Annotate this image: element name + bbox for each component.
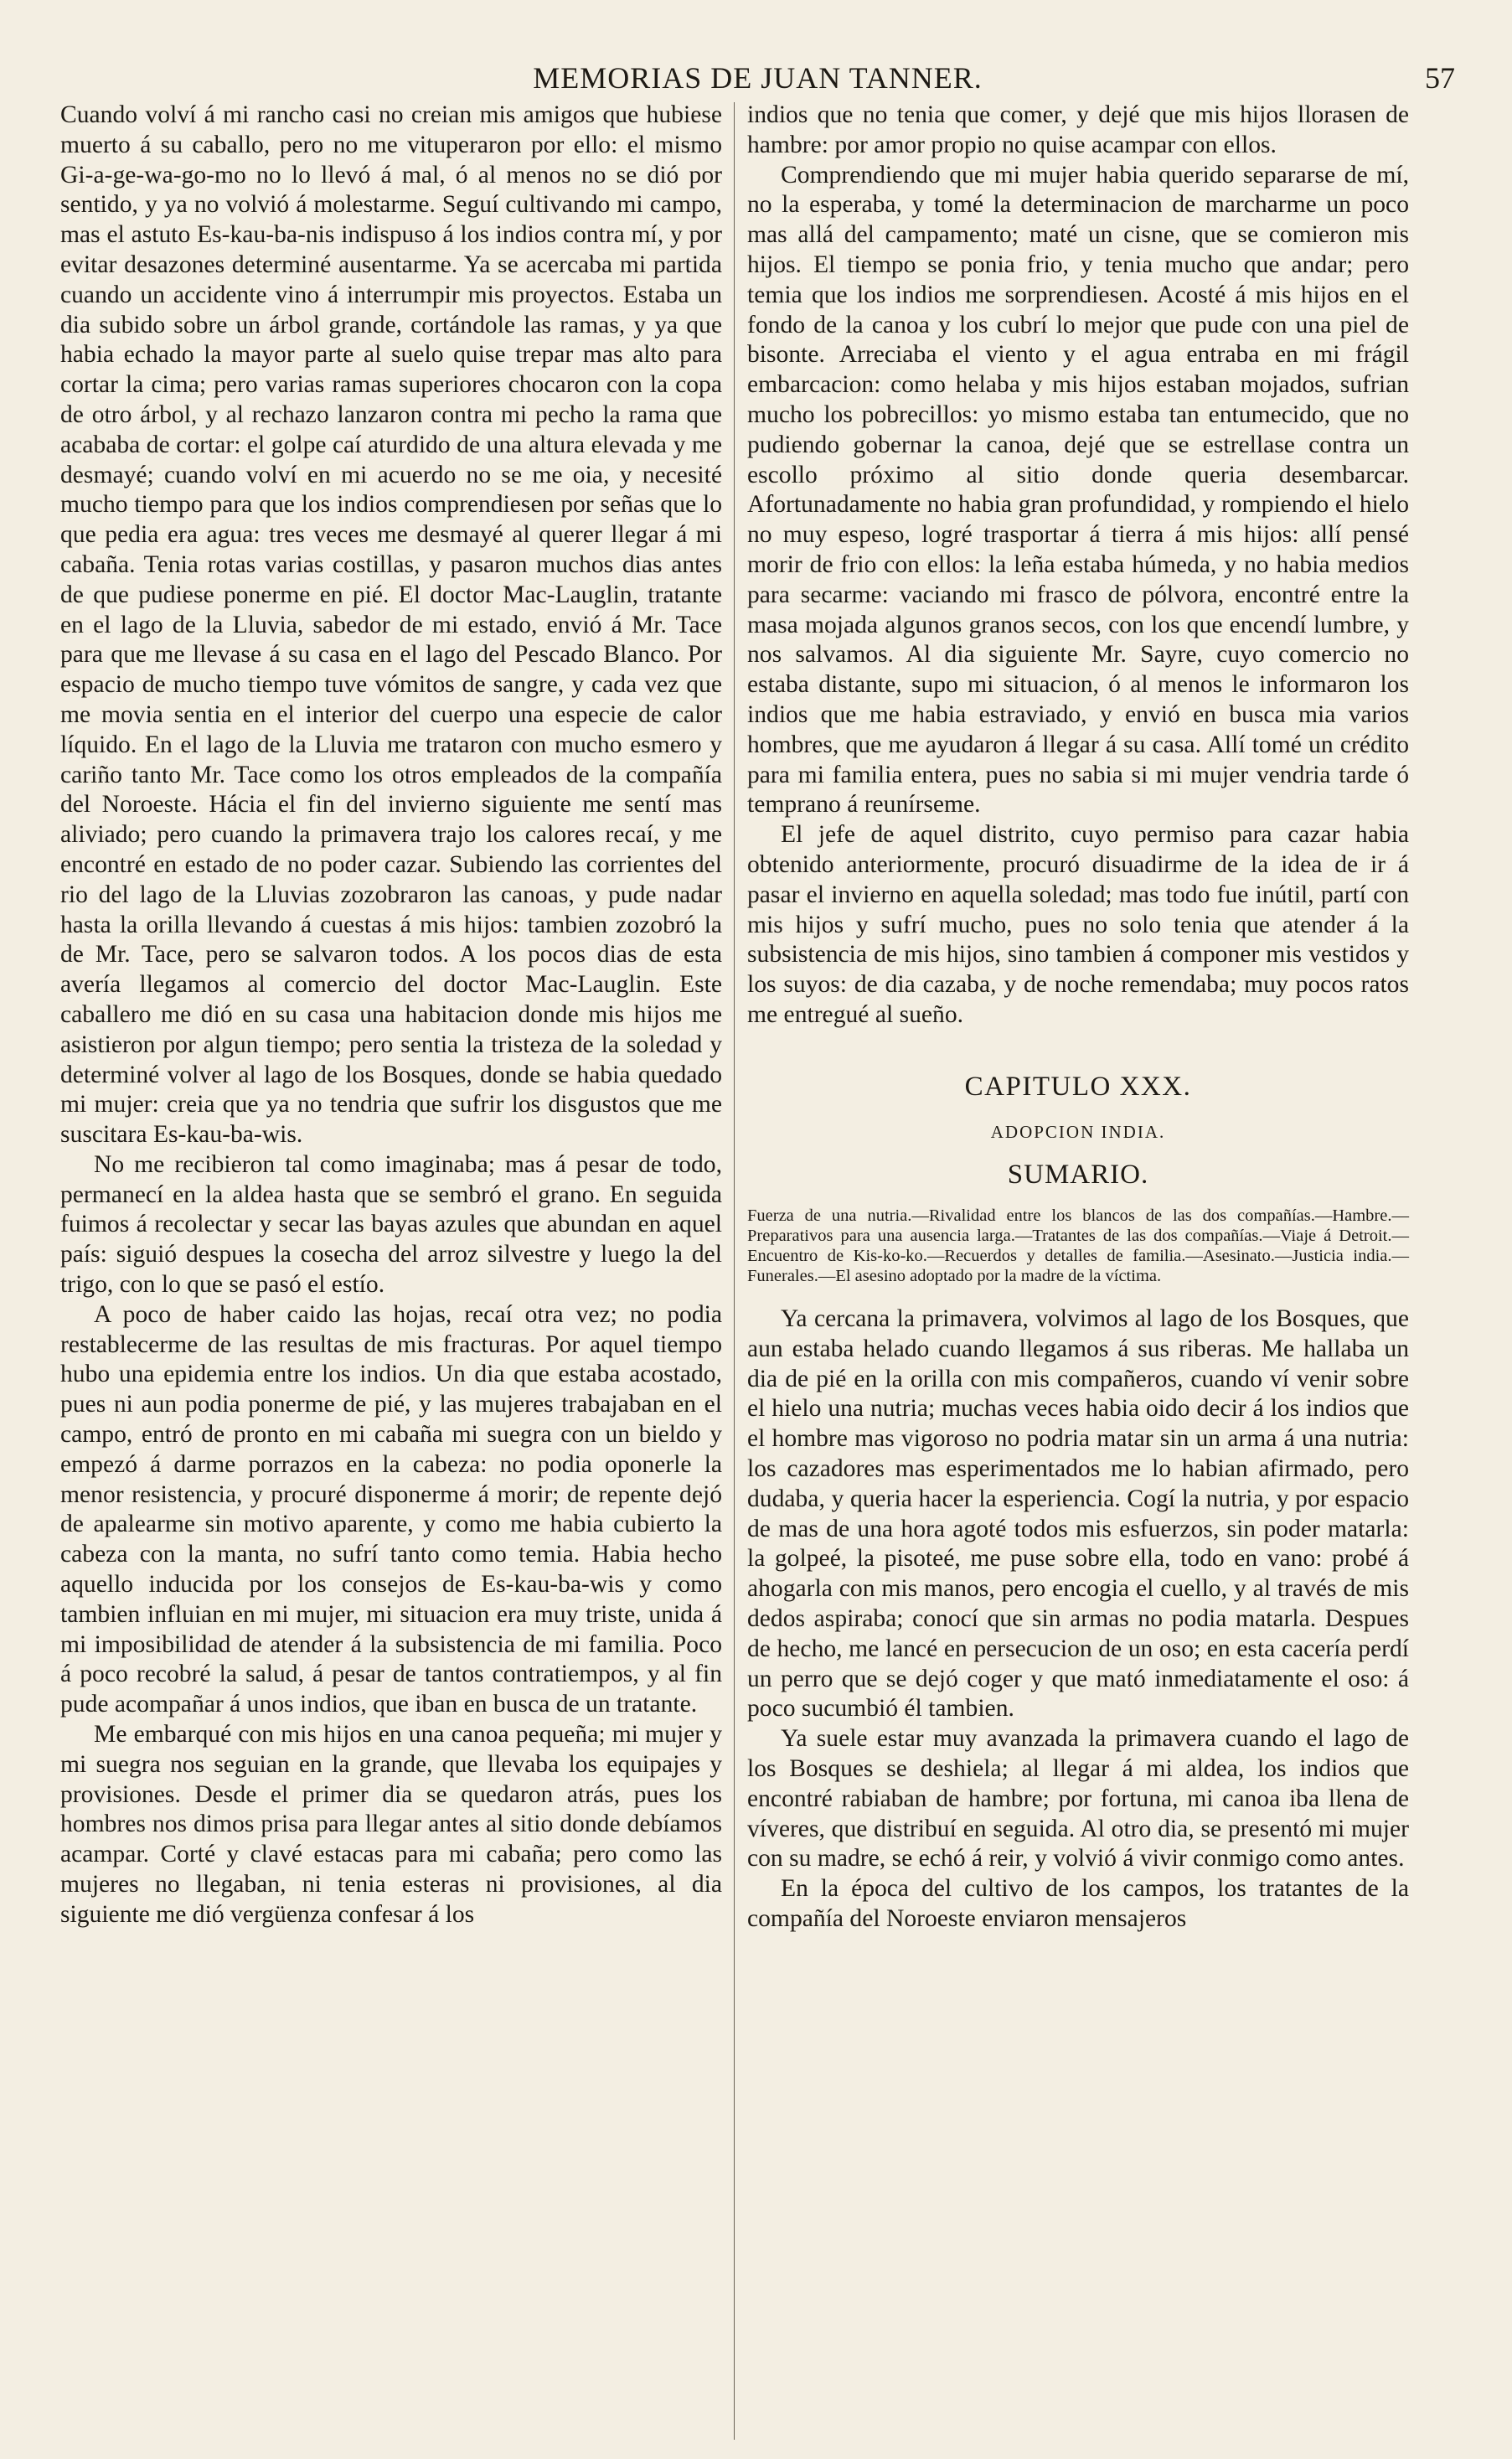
summary-heading: SUMARIO. <box>1007 1160 1149 1191</box>
paragraph: A poco de haber caido las hojas, recaí otra vez; no podia restablecerme de las resultas de mis fracturas. Por aquel tiempo hubo una epidemia entre los indios. Un dia que estaba acostado, pues ni aun podia ponerme de pié, y las mujeres trabajaban en el campo, entró de pronto en mi cabaña mi suegra con un bieldo y empezó á darme porrazos en la cabeza: no podia oponerle la menor resistencia, y procuré disponerme á morir; de repente dejó de apalearme sin motivo aparente, y como me habia cubierto la cabeza con la manta, no sufrí tanto como temia. Habia hecho aquello inducida por los consejos de Es-kau-ba-wis y como tambien influian en mi mujer, mi situacion era muy triste, unida á mi imposibilidad de atender á la subsistencia de mi familia. Poco á poco recobré la salud, á pesar de tantos contratiempos, y al fin pude acompañar á unos indios, que iban en busca de un tratante. <box>60 1300 722 1718</box>
page-header <box>60 60 1455 97</box>
column-divider <box>734 102 735 2440</box>
paragraph: indios que no tenia que comer, y dejé que mis hijos llorasen de hambre: por amor propio no quise acampar con ellos. <box>747 101 1409 158</box>
chapter-subtitle: ADOPCION INDIA. <box>990 1121 1166 1142</box>
paragraph: Ya cercana la primavera, volvimos al lago de los Bosques, que aun estaba helado cuando llegamos á sus riberas. Me hallaba un dia de pié en la orilla con mis compañeros, cuando ví venir sobre el hielo una nutria; muchas veces habia oido decir á los indios que el hombre mas vigoroso no podria matar sin un arma á una nutria: los cazadores mas esperimentados me lo habian afirmado, pero dudaba, y queria hacer la esperiencia. Cogí la nutria, y por espacio de mas de una hora agoté todos mis esfuerzos, sin poder matarla: la golpeé, la pisoteé, me puse sobre ella, todo en vano: probé á ahogarla con mis manos, pero encogia el cuello, y al través de mis dedos aspiraba; conocí que sin armas no podia matarla. Despues de hecho, me lancé en persecucion de un oso; en esta cacería perdí un perro que se dejó coger y que mató inmediatamente el oso: á poco sucumbió él tambien. <box>747 1305 1409 1723</box>
paragraph: Me embarqué con mis hijos en una canoa pequeña; mi mujer y mi suegra nos seguian en la grande, que llevaba los equipajes y provisiones. Desde el primer dia se quedaron atrás, pues los hombres nos dimos prisa para llegar antes al sitio donde debíamos acampar. Corté y clavé estacas para mi cabaña; pero como las mujeres no llegaban, ni tenia esteras ni provisiones, al dia siguiente me dió vergüenza confesar á los <box>60 1721 722 1928</box>
paragraph: El jefe de aquel distrito, cuyo permiso para cazar habia obtenido anteriormente, procuró disuadirme de la idea de ir á pasar el invierno en aquella soledad; mas todo fue inútil, partí con mis hijos y sufrí mucho, pues no solo tenia que atender á la subsistencia de mis hijos, sino tambien á componer mis vestidos y los suyos: de dia cazaba, y de noche remendaba; muy pocos ratos me entregué al sueño. <box>747 821 1409 1028</box>
right-column <box>747 101 1409 1935</box>
running-title: MEMORIAS DE JUAN TANNER. <box>533 61 983 95</box>
left-column <box>60 101 722 1930</box>
chapter-heading: CAPITULO XXX. <box>964 1071 1192 1102</box>
paragraph: Comprendiendo que mi mujer habia querido separarse de mí, no la esperaba, y tomé la determinacion de marcharme un poco mas allá del campamento; maté un cisne, que se comieron mis hijos. El tiempo se ponia frio, y tenia mucho que andar; pero temia que los indios me sorprendiesen. Acosté á mis hijos en el fondo de la canoa y los cubrí lo mejor que pude con una piel de bisonte. Arreciaba el viento y el agua entraba en mi frágil embarcacion: como helaba y mis hijos estaban mojados, sufrian mucho los pobrecillos: yo mismo estaba tan entumecido, que no pudiendo gobernar la canoa, dejé que se estrellase contra un escollo próximo al sitio donde queria desembarcar. Afortunadamente no habia gran profundidad, y rompiendo el hielo no muy espeso, logré trasportar á tierra á mis hijos: allí pensé morir de frio con ellos: la leña estaba húmeda, y no habia medios para secarme: vaciando mi frasco de pólvora, encontré entre la masa mojada algunos granos secos, con los que encendí lumbre, y nos salvamos. Al dia siguiente Mr. Sayre, cuyo comercio no estaba distante, supo mi situacion, ó al menos le informaron los indios que me habia estraviado, y envió en busca mia varios hombres, que me ayudaron á llegar á su casa. Allí tomé un crédito para mi familia entera, pues no sabia si mi mujer vendria tarde ó temprano á reunírseme. <box>747 161 1409 819</box>
paragraph: No me recibieron tal como imaginaba; mas á pesar de todo, permanecí en la aldea hasta que se sembró el grano. En seguida fuimos á recolectar y secar las bayas azules que abundan en aquel país: siguió despues la cosecha del arroz silvestre y luego la del trigo, con lo que se pasó el estío. <box>60 1150 722 1299</box>
paragraph: En la época del cultivo de los campos, los tratantes de la compañía del Noroeste enviaron mensajeros <box>747 1875 1409 1933</box>
paragraph: Ya suele estar muy avanzada la primavera cuando el lago de los Bosques se deshiela; al llegar á mi aldea, los indios que encontré rabiaban de hambre; por fortuna, mi canoa iba llena de víveres, que distribuí en seguida. Al otro dia, se presentó mi mujer con su madre, se echó á reir, y volvió á vivir conmigo como antes. <box>747 1725 1409 1873</box>
summary-text: Fuerza de una nutria.—Rivalidad entre los blancos de las dos compañías.—Hambre.—Preparativos para una ausencia larga.—Tratantes de las dos compañías.—Viaje á Detroit.—Encuentro de Kis-ko-ko.—Recuerdos y detalles de familia.—Asesinato.—Justicia india.—Funerales.—El asesino adoptado por la madre de la víctima. <box>747 1206 1409 1286</box>
page-number: 57 <box>1425 61 1455 95</box>
paragraph: Cuando volví á mi rancho casi no creian mis amigos que hubiese muerto á su caballo, pero no me vituperaron por ello: el mismo Gi-a-ge-wa-go-mo no lo llevó á mal, ó al menos no se dió por sentido, y ya no volvió á molestarme. Seguí cultivando mi campo, mas el astuto Es-kau-ba-nis indispuso á los indios contra mí, y por evitar desazones determiné ausentarme. Ya se acercaba mi partida cuando un accidente vino á interrumpir mis proyectos. Estaba un dia subido sobre un árbol grande, cortándole las ramas, y ya que habia echado la mayor parte al suelo quise trepar mas alto para cortar la cima; pero varias ramas superiores chocaron con la copa de otro árbol, y al rechazo lanzaron contra mi pecho la rama que acababa de cortar: el golpe caí aturdido de una altura elevada y me desmayé; cuando volví en mi acuerdo no se me oia, y necesité mucho tiempo para que los indios comprendiesen por señas que lo que pedia era agua: tres veces me desmayé al querer llegar á mi cabaña. Tenia rotas varias costillas, y pasaron muchos dias antes de que pudiese ponerme en pié. El doctor Mac-Lauglin, tratante en el lago de la Lluvia, sabedor de mi estado, envió á Mr. Tace para que me llevase á su casa en el lago del Pescado Blanco. Por espacio de mucho tiempo tuve vómitos de sangre, y cada vez que me movia sentia en el interior del cuerpo una especie de calor líquido. En el lago de la Lluvia me trataron con mucho esmero y cariño tanto Mr. Tace como los otros empleados de la compañía del Noroeste. Hácia el fin del invierno siguiente me sentí mas aliviado; pero cuando la primavera trajo los calores recaí, y me encontré en estado de no poder cazar. Subiendo las corrientes del rio del lago de la Lluvias zozobraron las canoas, y pude nadar hasta la orilla llevando á cuestas á mis hijos: tambien zozobró la de Mr. Tace, pero se salvaron todos. A los pocos dias de esta avería llegamos al comercio del doctor Mac-Lauglin. Este caballero me dió en su casa una habitacion donde mis hijos me asistieron por algun tiempo; pero sentia la tristeza de la soledad y determiné volver al lago de los Bosques, donde se habia quedado mi mujer: creia que ya no tendria que sufrir los disgustos que me suscitara Es-kau-ba-wis. <box>60 101 722 1149</box>
